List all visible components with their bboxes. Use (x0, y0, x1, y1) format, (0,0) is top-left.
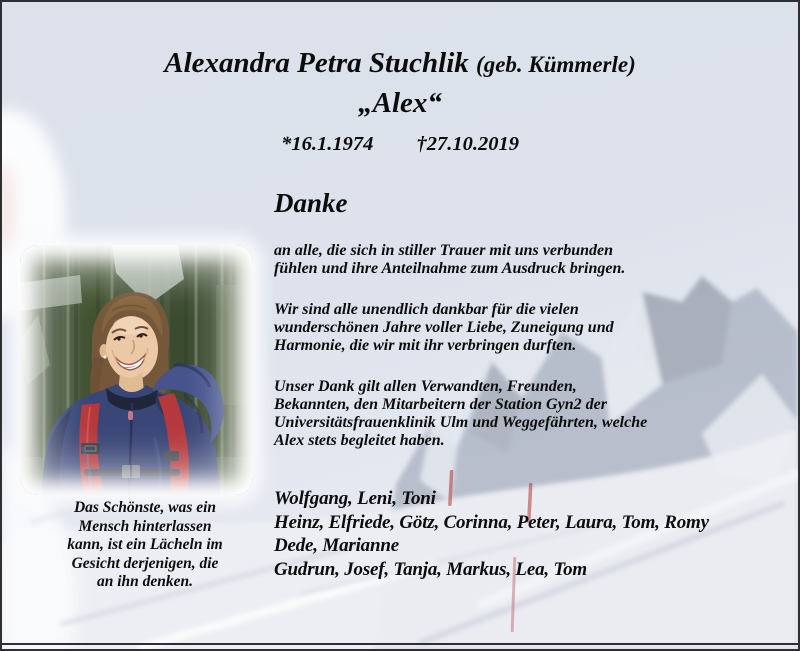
text-line: Unser Dank gilt allen Verwandten, Freunden, (274, 378, 577, 396)
deceased-name: Alexandra Petra Stuchlik (164, 47, 469, 79)
signature-line: Heinz, Elfriede, Götz, Corinna, Peter, Laura, Tom, Romy (274, 511, 709, 533)
memorial-quote (30, 499, 260, 592)
signature-line: Dede, Marianne (274, 535, 399, 557)
quote-line: an ihn denken. (96, 573, 194, 590)
life-dates (2, 133, 798, 156)
text-line: Bekannten, den Mitarbeitern der Station Gyn2 der (274, 396, 607, 414)
text-line: an alle, die sich in stiller Trauer mit uns verbunden (274, 242, 614, 260)
quote-line: kann, ist ein Lächeln im (67, 536, 223, 553)
portrait-photo (20, 245, 253, 495)
signature-line: Wolfgang, Leni, Toni (274, 488, 436, 510)
page-title (2, 48, 798, 80)
text-line: Wir sind alle unendlich dankbar für die vielen (274, 301, 579, 319)
quote-line: Mensch hinterlassen (78, 517, 212, 535)
text-line: Harmonie, die wir mit ihr verbringen durften. (274, 337, 577, 355)
bottom-rule (2, 643, 798, 645)
birth-date: *16.1.1974 (281, 133, 374, 155)
quote-line: Gesicht derjenigen, die (71, 554, 219, 572)
thank-you-text (274, 187, 784, 581)
text-line: fühlen und ihre Anteilnahme zum Ausdruck bringen. (274, 260, 626, 278)
portrait-illustration (20, 245, 253, 495)
text-line: wunderschönen Jahre voller Liebe, Zuneigung und (274, 319, 614, 337)
thanks-heading: Danke (274, 188, 348, 218)
mourners-names (274, 487, 784, 581)
quote-line: Das Schönste, was ein (73, 499, 217, 516)
text-line: Universitätsfrauenklinik Ulm und Weggefährten, welche (274, 414, 648, 432)
nickname: „Alex“ (358, 87, 442, 119)
death-date: †27.10.2019 (416, 133, 519, 155)
maiden-name: (geb. Kümmerle) (476, 52, 636, 77)
text-line: Alex stets begleitet haben. (274, 432, 445, 450)
signature-line: Gudrun, Josef, Tanja, Markus, Lea, Tom (274, 558, 588, 580)
